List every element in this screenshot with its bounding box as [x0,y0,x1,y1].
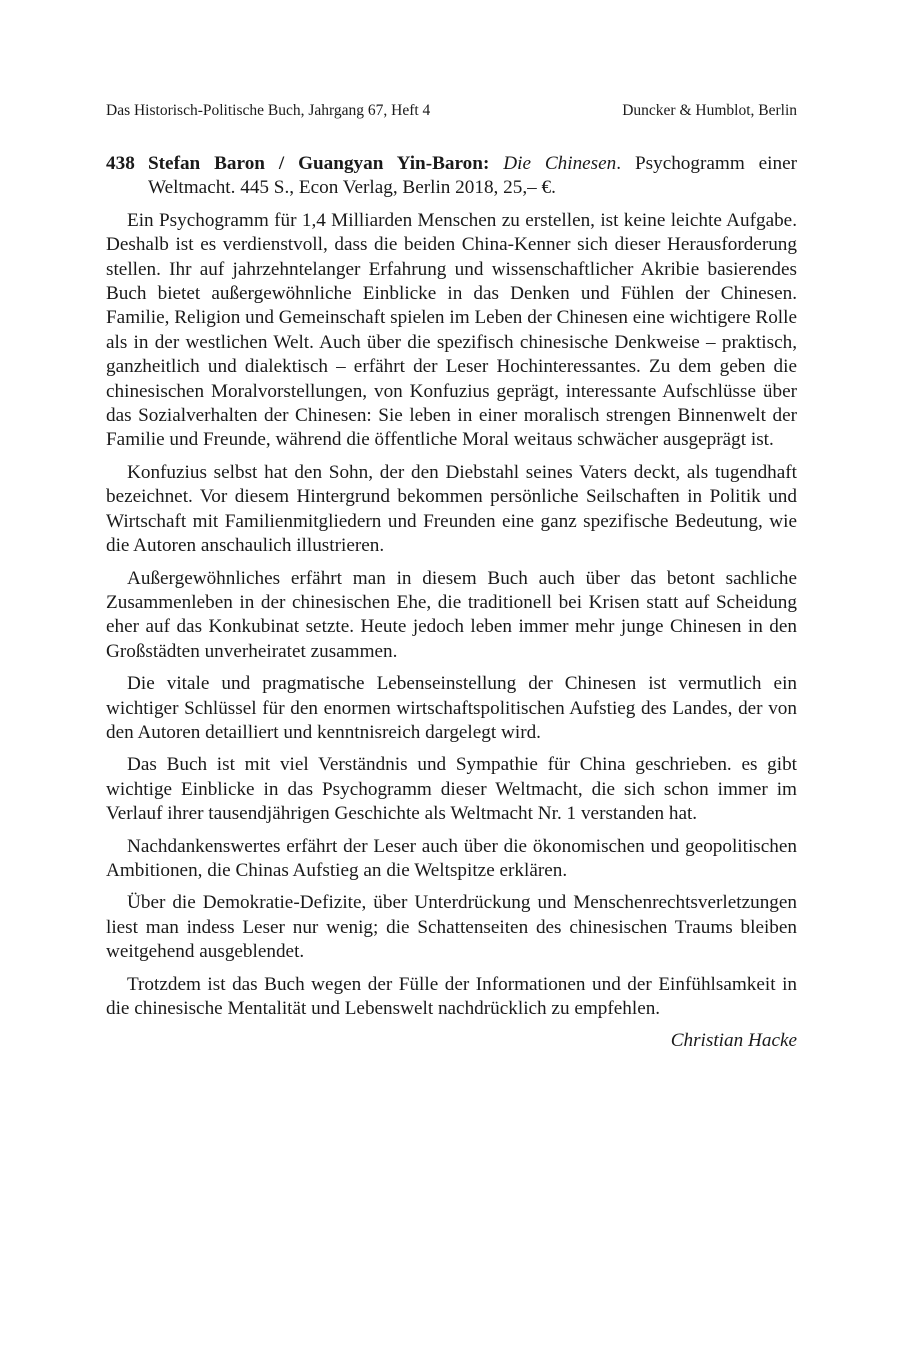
review-entry-heading [106,152,797,201]
running-header [106,101,797,121]
review-paragraph: Nachdankenswertes erfährt der Leser auch über die ökonomischen und geopolitischen Ambitionen, die Chinas Aufstieg an die Weltspitze erklären. [106,835,797,881]
book-authors: Stefan Baron / Guangyan Yin-Baron: [148,153,490,174]
book-details: . Psychogramm einer Weltmacht. 445 S., Econ Verlag, Berlin 2018, 25,– €. [148,153,797,199]
review-paragraph: Das Buch ist mit viel Verständnis und Sympathie für China geschrieben. es gibt wichtige Einblicke in das Psychogramm dieser Weltmacht, die sich schon immer im Verlauf ihrer tausendjährigen Geschichte als Weltmacht Nr. 1 verstanden hat. [106,754,797,825]
publisher: Duncker & Humblot, Berlin [622,102,797,119]
review-paragraph: Ein Psychogramm für 1,4 Milliarden Menschen zu erstellen, ist keine leichte Aufgabe. Deshalb ist es verdienstvoll, dass die beiden China-Kenner sich dieser Herausforderung stellen. Ihr auf jahrzehntelanger Erfahrung und wissenschaftlicher Akribie basierendes Buch bietet außergewöhnliche Einblicke in das Denken und Fühlen der Chinesen. Familie, Religion und Gemeinschaft spielen im Leben der Chinesen eine wichtigere Rolle als in der westlichen Welt. Auch über die spezifisch chinesische Denkweise – praktisch, ganzheitlich und dialektisch – erfährt der Leser Hochinteressantes. Zu dem geben die chinesischen Moralvorstellungen, von Konfuzius geprägt, interessante Aufschlüsse über das Sozialverhalten der Chinesen: Sie leben in einer moralisch strengen Binnenwelt der Familie und Freunde, während die öffentliche Moral weitaus schwächer ausgeprägt ist. [106,209,797,451]
review-paragraph: Außergewöhnliches erfährt man in diesem Buch auch über das betont sachliche Zusammenleben in der chinesischen Ehe, die traditionell bei Krisen statt auf Scheidung eher auf das Konkubinat setzte. Heute jedoch leben immer mehr junge Chinesen in den Großstädten unverheiratet zusammen. [106,567,797,662]
review-paragraph: Über die Demokratie-Defizite, über Unterdrückung und Menschenrechtsverletzungen liest man indess Leser nur wenig; die Schattenseiten des chinesischen Traums bleiben weitgehend ausgeblendet. [106,892,797,963]
review-paragraph: Die vitale und pragmatische Lebenseinstellung der Chinesen ist vermutlich ein wichtiger Schlüssel für den enormen wirtschaftspolitischen Aufstieg des Landes, der von den Autoren detailliert und kenntnisreich dargelegt wird. [106,673,797,743]
reviewer-signature: Christian Hacke [670,1030,797,1052]
review-paragraph: Konfuzius selbst hat den Sohn, der den Diebstahl seines Vaters deckt, als tugendhaft bezeichnet. Vor diesem Hintergrund bekommen persönliche Seilschaften in Politik und Wirtschaft mit Familienmitgliedern und Freunden eine ganz spezifische Bedeutung, wie die Autoren anschaulich illustrieren. [106,461,797,557]
journal-title: Das Historisch-Politische Buch, Jahrgang 67, Heft 4 [106,102,431,119]
review-body [106,152,797,1054]
review-paragraph: Trotzdem ist das Buch wegen der Fülle der Informationen und der Einfühlsamkeit in die chinesische Mentalität und Lebenswelt nachdrücklich zu empfehlen. [106,973,797,1019]
entry-number: 438 [106,153,135,174]
book-title: Die Chinesen [503,153,617,174]
